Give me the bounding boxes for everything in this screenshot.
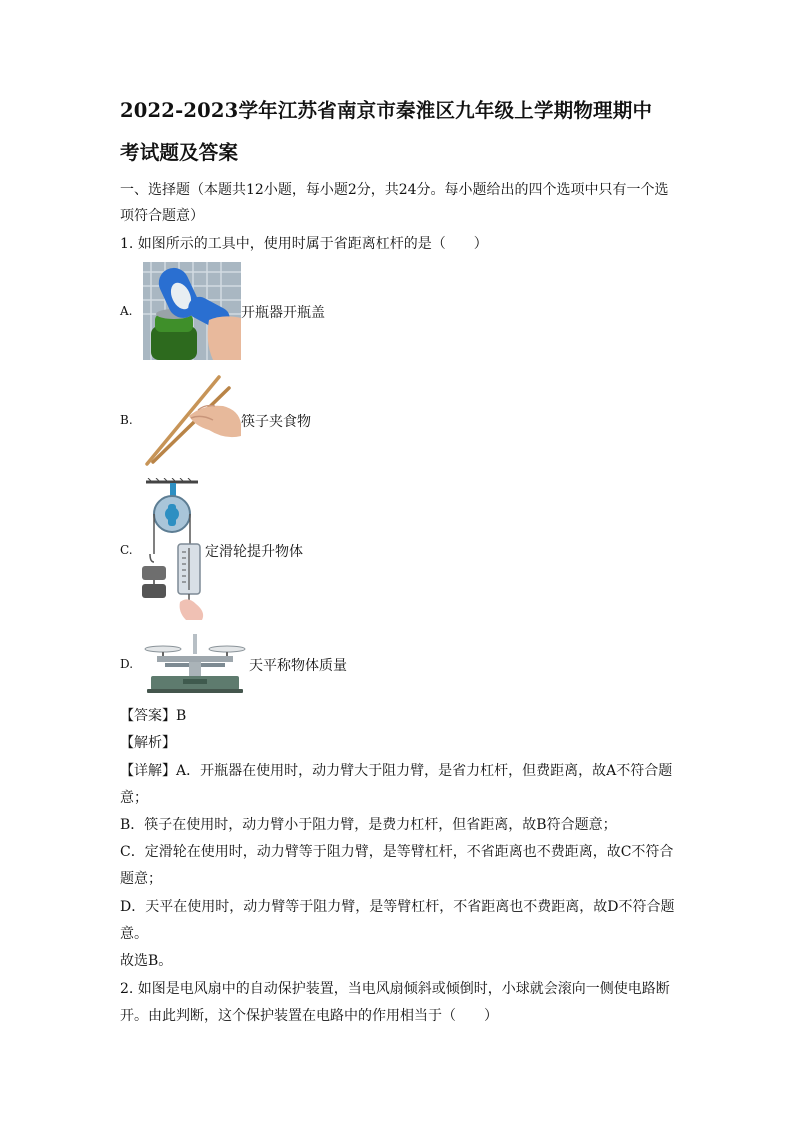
option-d-letter: D. (120, 657, 134, 671)
detail-line-4: C．定滑轮在使用时，动力臂等于阻力臂，是等臂杠杆，不省距离也不费距离，故C不符合 (120, 844, 674, 860)
detail-line-3: B．筷子在使用时，动力臂小于阻力臂，是费力杠杆，但省距离，故B符合题意； (120, 817, 617, 833)
section-heading-line-2: 项符合题意） (120, 208, 204, 224)
option-a-letter: A. (120, 304, 133, 318)
detail-line-1: 【详解】A．开瓶器在使用时，动力臂大于阻力臂，是省力杠杆，但费距离，故A不符合题 (120, 763, 673, 779)
detail-line-7: 意。 (120, 926, 148, 942)
balance-scale-image (143, 632, 247, 694)
bottle-opener-image (143, 262, 241, 360)
question-2-line-1: 2. 如图是电风扇中的自动保护装置，当电风扇倾斜或倾倒时，小球就会滚向一侧使电路断 (120, 981, 670, 997)
document-title-line-2: 考试题及答案 (120, 141, 239, 164)
option-b-label: 筷子夹食物 (241, 414, 311, 430)
analysis-heading: 【解析】 (120, 735, 176, 751)
detail-line-5: 题意； (120, 871, 162, 887)
question-2-line-2: 开。由此判断，这个保护装置在电路中的作用相当于（ ） (120, 1008, 498, 1024)
detail-line-6: D．天平在使用时，动力臂等于阻力臂，是等臂杠杆，不省距离也不费距离，故D不符合题 (120, 899, 675, 915)
document-title-line-1: 2022-2023学年江苏省南京市秦淮区九年级上学期物理期中 (120, 99, 653, 122)
detail-line-8: 故选B。 (120, 953, 173, 969)
question-1-stem: 1. 如图所示的工具中，使用时属于省距离杠杆的是（ ） (120, 236, 488, 252)
option-a-label: 开瓶器开瓶盖 (241, 305, 325, 321)
option-d-label: 天平称物体质量 (249, 658, 347, 674)
chopsticks-image (143, 374, 241, 466)
fixed-pulley-image (136, 478, 208, 622)
detail-line-2: 意； (120, 790, 148, 806)
section-heading-line-1: 一、选择题（本题共12小题，每小题2分，共24分。每小题给出的四个选项中只有一个选 (120, 182, 669, 198)
option-b-letter: B. (120, 413, 133, 427)
answer-line: 【答案】B (120, 708, 187, 724)
option-c-letter: C. (120, 543, 133, 557)
option-c-label: 定滑轮提升物体 (205, 544, 303, 560)
